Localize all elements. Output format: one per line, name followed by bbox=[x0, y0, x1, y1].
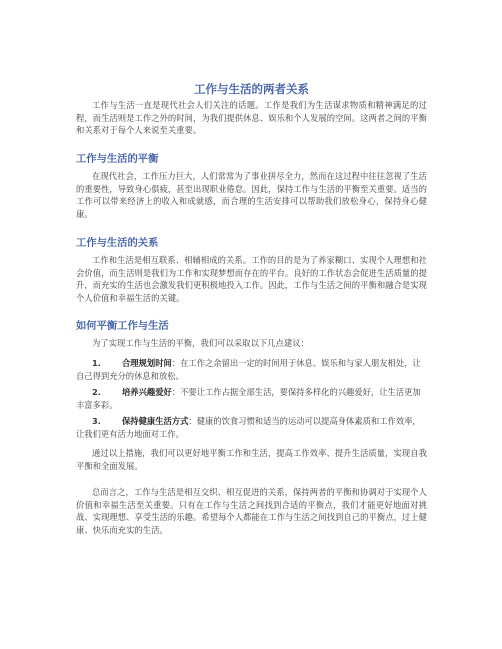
list-item bbox=[76, 415, 427, 440]
conclusion-paragraph: 总而言之，工作与生活是相互交织、相互促进的关系，保持两者的平衡和协调对于实现个人价值和幸福生活至关重要。只有在工作与生活之间找到合适的平衡点，我们才能更好地面对挑战、实现理想、享受生活的乐趣。希望每个人都能在工作与生活之间找到自己的平衡点，过上健康、快乐而充实的生活。 bbox=[76, 487, 427, 535]
how-intro-paragraph: 为了实现工作与生活的平衡，我们可以采取以下几点建议： bbox=[92, 338, 310, 348]
list-item-number: 1. bbox=[92, 358, 101, 368]
list-item-text: ：健康的饮食习惯和适当的运动可以提高身体素质和工作效率，让我们更有活力地面对工作。 bbox=[76, 416, 421, 439]
heading-how-to-balance: 如何平衡工作与生活 bbox=[76, 320, 169, 332]
list-item bbox=[76, 386, 427, 411]
intro-paragraph: 工作与生活一直是现代社会人们关注的话题。工作是我们为生活谋求物质和精神满足的过程，而生活则是工作之外的时间，为我们提供休息、娱乐和个人发展的空间。这两者之间的平衡和关系对于每个人来说至关重要。 bbox=[76, 100, 427, 136]
balance-paragraph: 在现代社会，工作压力巨大，人们常常为了事业拼尽全力，然而在这过程中往往忽视了生活的重要性，导致身心俱疲，甚至出现职业倦怠。因此，保持工作与生活的平衡至关重要。适当的工作可以带来经济上的收入和成就感，而合理的生活安排可以帮助我们放松身心，保持身心健康。 bbox=[76, 171, 427, 219]
after-list-paragraph: 通过以上措施，我们可以更好地平衡工作和生活，提高工作效率、提升生活质量，实现自我平衡和全面发展。 bbox=[76, 448, 427, 471]
list-item-number: 3. bbox=[92, 416, 101, 427]
list-item-label: 合理规划时间 bbox=[122, 358, 172, 368]
list-item-label: 培养兴趣爱好 bbox=[122, 387, 172, 398]
list-item-text: ：在工作之余留出一定的时间用于休息、娱乐和与家人朋友相处，让自己得到充分的休息和放松。 bbox=[76, 358, 421, 381]
heading-balance: 工作与生活的平衡 bbox=[76, 153, 159, 165]
suggestion-list bbox=[76, 357, 427, 445]
document-title: 工作与生活的两者关系 bbox=[194, 82, 309, 96]
list-item-label: 保持健康生活方式 bbox=[122, 416, 189, 427]
list-item-number: 2. bbox=[92, 387, 101, 398]
list-item bbox=[76, 357, 427, 382]
list-item-text: ：不要让工作占据全部生活，要保持多样化的兴趣爱好，让生活更加丰富多彩。 bbox=[76, 387, 421, 410]
title-block bbox=[76, 0, 427, 98]
relation-paragraph: 工作和生活是相互联系、相辅相成的关系。工作的目的是为了养家糊口、实现个人理想和社会价值，而生活则是我们为工作和实现梦想而存在的平台。良好的工作状态会促进生活质量的提升，而充实的生活也会激发我们更积极地投入工作。因此，工作与生活之间的平衡和融合是实现个人价值和幸福生活的关键。 bbox=[76, 255, 427, 303]
heading-relation: 工作与生活的关系 bbox=[76, 237, 159, 249]
